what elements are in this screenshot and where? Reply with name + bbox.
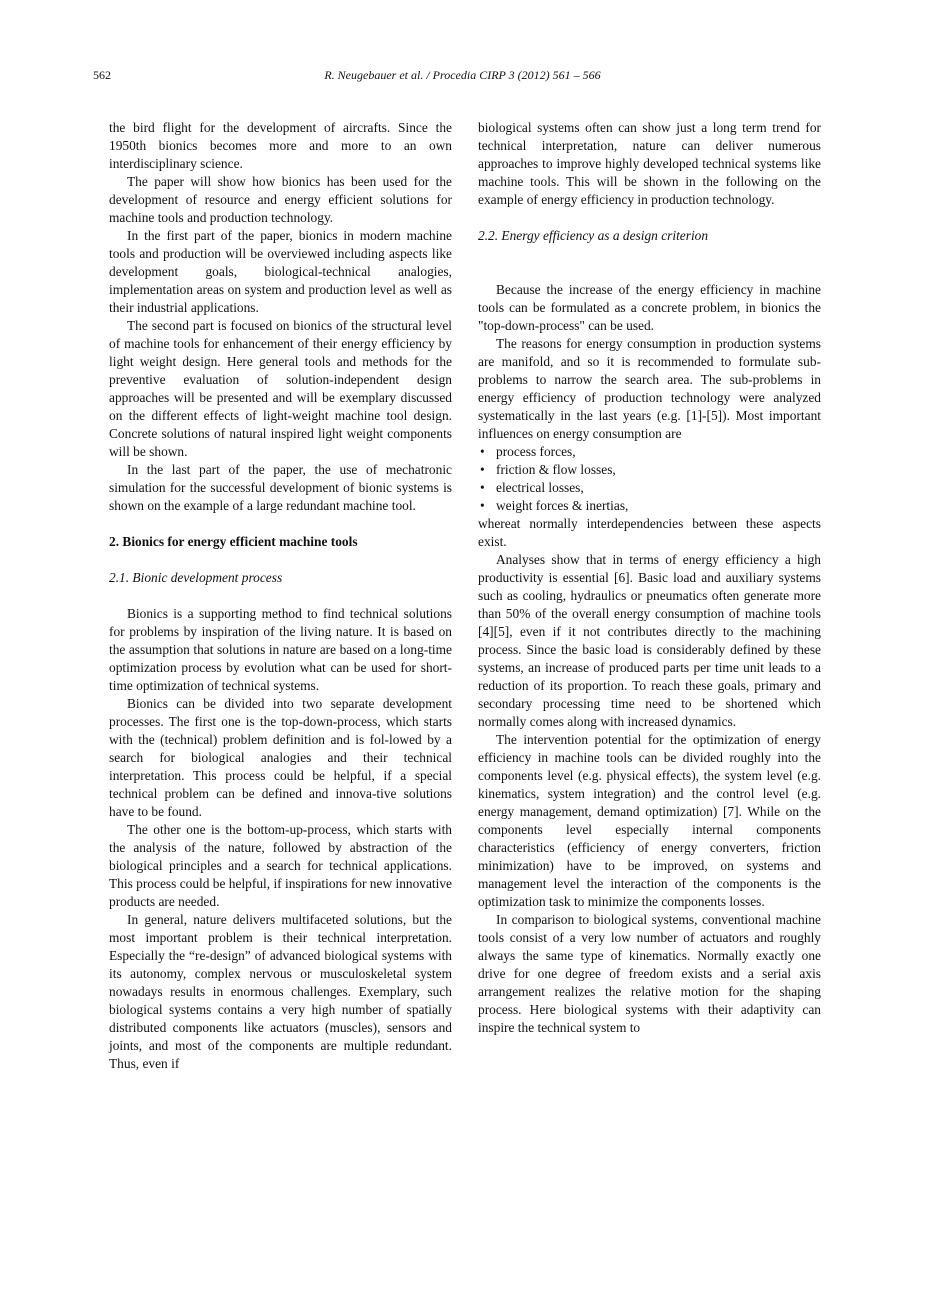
list-item bbox=[478, 461, 821, 479]
list-item bbox=[478, 443, 821, 461]
list-item-text: electrical losses, bbox=[496, 480, 584, 495]
bullet-icon: • bbox=[480, 498, 485, 513]
page-number: 562 bbox=[93, 68, 111, 82]
paragraph: Bionics can be divided into two separate development processes. The first one is the top-down-process, which starts with the (technical) problem definition and is fol-lowed by a search for biological analogies and their technical interpretation. This process could be helpful, if a special technical problem can be defined and innova-tive solutions have to be found. bbox=[109, 696, 452, 819]
left-column bbox=[109, 119, 452, 1073]
list-item-text: process forces, bbox=[496, 444, 576, 459]
subsection-heading: 2.2. Energy efficiency as a design criterion bbox=[478, 228, 709, 243]
paragraph: The intervention potential for the optimization of energy efficiency in machine tools can be divided roughly into the components level (e.g. physical effects), the system level (e.g. kinematics, system integration) and the control level (e.g. energy management, demand optimization) [7]. While on the components level especially internal components characteristics (efficiency of energy converters, friction minimization) have to be improved, on systems and management level the interaction of the components is the optimization task to minimize the components losses. bbox=[478, 732, 821, 909]
paragraph: The other one is the bottom-up-process, which starts with the analysis of the nature, followed by abstraction of the biological principles and a search for technical applications. This process could be helpful, if inspirations for new innovative products are needed. bbox=[109, 822, 452, 909]
spacer bbox=[478, 209, 821, 227]
paragraph: biological systems often can show just a long term trend for technical interpretation, nature can deliver numerous approaches to improve highly developed technical systems like machine tools. This will be shown in the following on the example of energy efficiency in production technology. bbox=[478, 120, 821, 207]
paragraph: Analyses show that in terms of energy efficiency a high productivity is essential [6]. Basic load and auxiliary systems such as cooling, hydraulics or pneumatics often generate more than 50% of the overall energy consumption of machine tools [4][5], even if it not contributes directly to the machining process. Since the basic load is considerably defined by these systems, an increase of produced parts per time unit leads to a reduction of its proportion. To reach these goals, primary and secondary processing time need to be shortened which normally comes along with increased dynamics. bbox=[478, 552, 821, 729]
paragraph: Because the increase of the energy efficiency in machine tools can be formulated as a concrete problem, in bionics the "top-down-process" can be used. bbox=[478, 282, 821, 333]
section-heading: 2. Bionics for energy efficient machine tools bbox=[109, 534, 358, 549]
right-column bbox=[478, 119, 821, 1037]
page-header bbox=[0, 68, 925, 86]
running-head: R. Neugebauer et al. / Procedia CIRP 3 (2012) 561 – 566 bbox=[324, 68, 601, 82]
list-item bbox=[478, 479, 821, 497]
paragraph: The reasons for energy consumption in production systems are manifold, and so it is recommended to formulate sub-problems to narrow the search area. The sub-problems in energy efficiency of production technology were analyzed systematically in the last years (e.g. [1]-[5]). Most important influences on energy consumption are bbox=[478, 336, 821, 441]
list-item-text: weight forces & inertias, bbox=[496, 498, 629, 513]
paragraph: the bird flight for the development of aircrafts. Since the 1950th bionics becomes more and more to an own interdisciplinary science. bbox=[109, 120, 452, 171]
spacer bbox=[109, 515, 452, 533]
spacer bbox=[478, 245, 821, 263]
paragraph: The paper will show how bionics has been used for the development of resource and energy efficient solutions for machine tools and production technology. bbox=[109, 174, 452, 225]
paragraph: In general, nature delivers multifaceted solutions, but the most important problem is their technical interpretation. Especially the “re-design” of advanced biological systems with its autonomy, complex nervous or musculoskeletal system nowadays results in enormous challenges. Exemplary, such biological systems contains a very high number of spatially distributed components like actuators (muscles), sensors and joints, and most of the components are multiple redundant. Thus, even if bbox=[109, 912, 452, 1071]
subsection-heading: 2.1. Bionic development process bbox=[109, 570, 283, 585]
paragraph: The second part is focused on bionics of the structural level of machine tools for enhancement of their energy efficiency by light weight design. Here general tools and methods for the preventive evaluation of solution-independent design approaches will be presented and will be exemplary discussed on the different effects of light-weight machine tool design. Concrete solutions of natural inspired light weight components will be shown. bbox=[109, 318, 452, 459]
spacer bbox=[109, 551, 452, 569]
paragraph: In the last part of the paper, the use of mechatronic simulation for the successful development of bionic systems is shown on the example of a large redundant machine tool. bbox=[109, 462, 452, 513]
list-item-text: friction & flow losses, bbox=[496, 462, 616, 477]
bullet-icon: • bbox=[480, 444, 485, 459]
bullet-icon: • bbox=[480, 462, 485, 477]
paragraph: In the first part of the paper, bionics in modern machine tools and production will be overviewed including aspects like development goals, biological-technical analogies, implementation areas on system and production level as well as their industrial applications. bbox=[109, 228, 452, 315]
bullet-icon: • bbox=[480, 480, 485, 495]
paragraph: In comparison to biological systems, conventional machine tools consist of a very low number of actuators and roughly always the same type of kinematics. Normally exactly one drive for one degree of freedom exists and a serial axis arrangement realizes the relative motion for the shaping process. Here biological systems with their adaptivity can inspire the technical system to bbox=[478, 912, 821, 1035]
paragraph: Bionics is a supporting method to find technical solutions for problems by inspiration of the living nature. It is based on the assumption that solutions in nature are based on a long-time optimization process by evolution what can be used for short-time optimization of technical systems. bbox=[109, 606, 452, 693]
spacer bbox=[109, 587, 452, 605]
list-item bbox=[478, 497, 821, 515]
spacer bbox=[478, 263, 821, 281]
bullet-list bbox=[478, 443, 821, 515]
paragraph: whereat normally interdependencies between these aspects exist. bbox=[478, 516, 821, 549]
